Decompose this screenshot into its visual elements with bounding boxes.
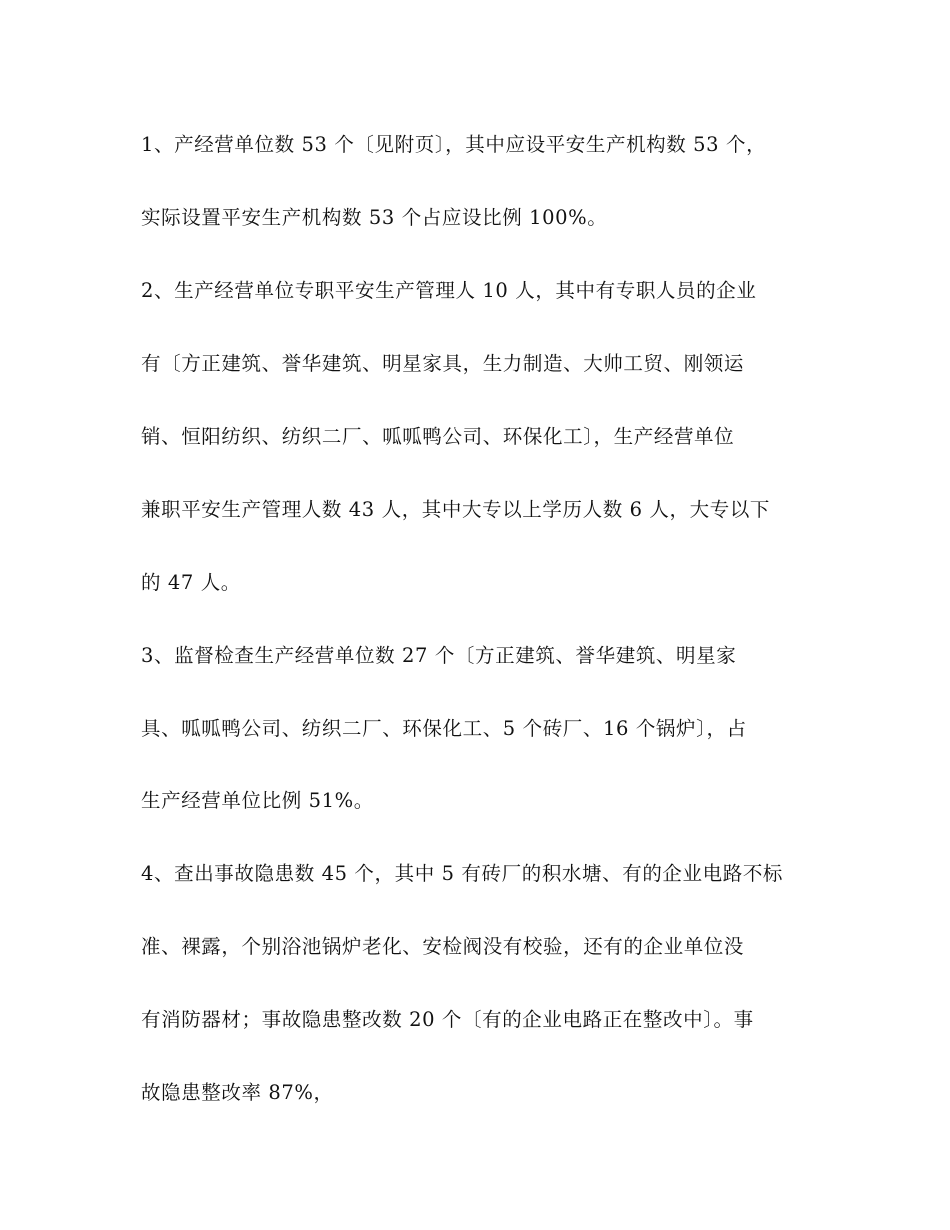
- text-line: 实际设置平安生产机构数 53 个占应设比例 100%。: [141, 206, 608, 229]
- text-line: 销、恒阳纺织、纺织二厂、呱呱鸭公司、环保化工〕，生产经营单位: [141, 425, 735, 448]
- text-line: 4、查出事故隐患数 45 个，其中 5 有砖厂的积水塘、有的企业电路不标: [141, 862, 784, 885]
- text-line: 兼职平安生产管理人数 43 人，其中大专以上学历人数 6 人，大专以下: [141, 498, 771, 521]
- text-line: 有消防器材；事故隐患整改数 20 个〔有的企业电路正在整改中〕。事: [141, 1008, 754, 1031]
- text-line: 的 47 人。: [141, 571, 241, 594]
- text-line: 具、呱呱鸭公司、纺织二厂、环保化工、5 个砖厂、16 个锅炉〕，占: [141, 717, 747, 740]
- text-line: 故隐患整改率 87%，: [141, 1081, 334, 1104]
- text-line: 3、监督检查生产经营单位数 27 个〔方正建筑、誉华建筑、明星家: [141, 644, 737, 667]
- text-line: 有〔方正建筑、誉华建筑、明星家具，生力制造、大帅工贸、刚领运: [141, 352, 745, 375]
- text-line: 生产经营单位比例 51%。: [141, 789, 374, 812]
- text-line: 1、产经营单位数 53 个〔见附页〕，其中应设平安生产机构数 53 个，: [141, 133, 767, 156]
- text-line: 2、生产经营单位专职平安生产管理人 10 人，其中有专职人员的企业: [141, 279, 757, 302]
- text-line: 准、裸露，个别浴池锅炉老化、安检阀没有校验，还有的企业单位没: [141, 935, 745, 958]
